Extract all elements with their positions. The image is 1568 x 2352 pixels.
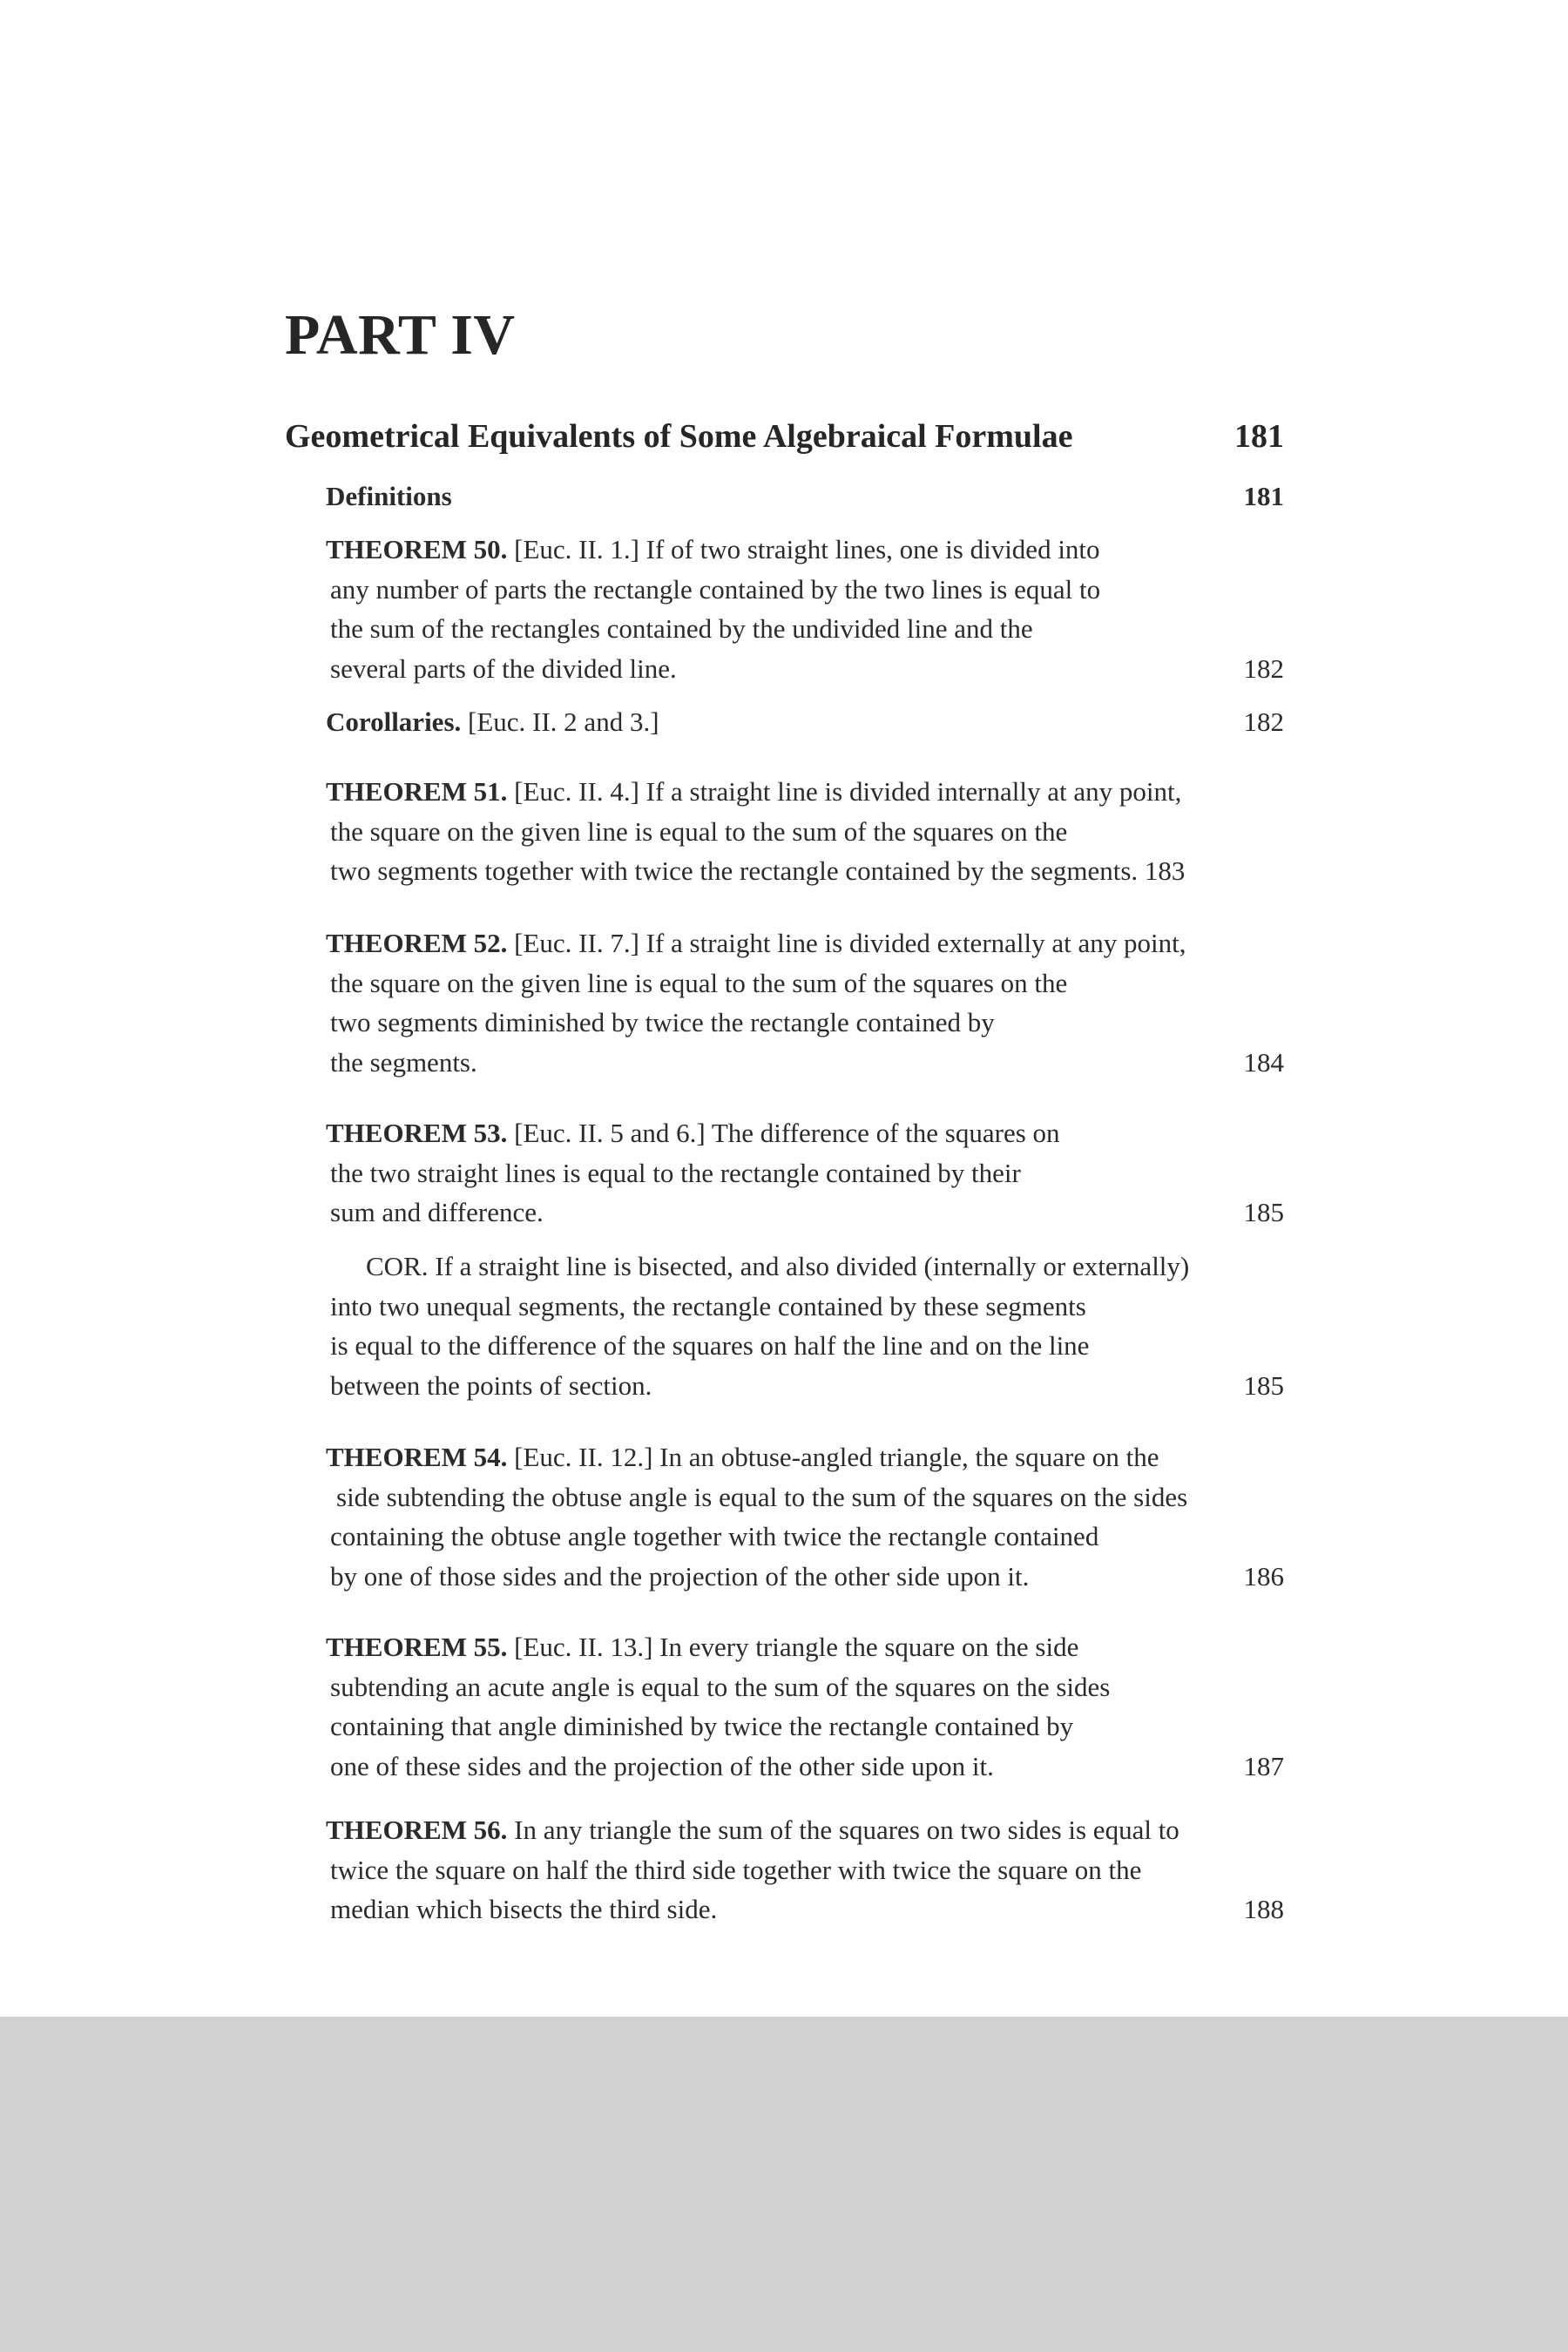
- entry-page-number: 182: [1243, 652, 1284, 684]
- entry-page-number: 181: [1243, 481, 1284, 511]
- entry-heading: Definitions: [326, 481, 452, 511]
- entry-text-line: [Euc. II. 13.] In every triangle the square on the side: [507, 1632, 1079, 1662]
- chapter-heading[interactable]: [285, 416, 1284, 456]
- entry-text-line: sum and difference.: [330, 1197, 544, 1227]
- entry-page-number: 182: [1243, 706, 1284, 737]
- entry-text-line: [Euc. II. 7.] If a straight line is divided externally at any point,: [507, 928, 1186, 958]
- entry-text-line: twice the square on half the third side together with twice the square on the: [330, 1854, 1142, 1885]
- footer-band: [0, 2017, 1568, 2352]
- entry-label: Corollaries.: [326, 706, 462, 737]
- entry-label: THEOREM 52.: [326, 928, 508, 958]
- entry-label: THEOREM 51.: [326, 776, 508, 807]
- entry-text-line: containing the obtuse angle together with twice the rectangle contained: [330, 1521, 1099, 1551]
- entry-text-line: subtending an acute angle is equal to the sum of the squares on the sides: [330, 1671, 1111, 1702]
- toc-entry-theorem-53[interactable]: [326, 1113, 1284, 1233]
- toc-entry-theorem-50[interactable]: [326, 530, 1284, 688]
- entry-text-line: one of these sides and the projection of the other side upon it.: [330, 1750, 994, 1781]
- entry-text-line: [Euc. II. 12.] In an obtuse-angled triangle, the square on the: [507, 1442, 1159, 1472]
- entry-page-number: 186: [1243, 1560, 1284, 1592]
- entry-text-line: [Euc. II. 1.] If of two straight lines, one is divided into: [507, 534, 1100, 564]
- chapter-page-number: 181: [1234, 418, 1284, 455]
- entry-text-line: by one of those sides and the projection of the other side upon it.: [330, 1560, 1030, 1592]
- entry-page-number: 188: [1243, 1894, 1284, 1924]
- entry-text-line: median which bisects the third side.: [330, 1894, 718, 1924]
- entry-page-number: 187: [1243, 1750, 1284, 1781]
- entry-text-line: the square on the given line is equal to the sum of the squares on the: [330, 815, 1068, 847]
- toc-entry-theorem-51[interactable]: [326, 772, 1284, 891]
- entry-text-line: [Euc. II. 2 and 3.]: [461, 706, 659, 737]
- toc-entry-corollaries[interactable]: [326, 702, 1284, 742]
- entry-label: THEOREM 53.: [326, 1118, 508, 1148]
- toc-entry-definitions[interactable]: [326, 476, 1284, 517]
- entry-label: THEOREM 56.: [326, 1815, 508, 1845]
- entry-text-line: two segments together with twice the rectangle contained by the segments. 183: [330, 855, 1186, 886]
- chapter-title: Geometrical Equivalents of Some Algebraical Formulae: [285, 418, 1073, 455]
- entry-label: THEOREM 54.: [326, 1442, 508, 1472]
- entry-page-number: 184: [1243, 1046, 1284, 1078]
- entry-text-line: containing that angle diminished by twice the rectangle contained by: [330, 1711, 1074, 1741]
- toc-entry-theorem-52[interactable]: [326, 923, 1284, 1082]
- toc-entry-theorem-55[interactable]: [326, 1627, 1284, 1786]
- entry-text-line: is equal to the difference of the squares on half the line and on the line: [330, 1330, 1090, 1361]
- entry-text-line: COR. If a straight line is bisected, and also divided (internally or externally): [366, 1251, 1190, 1281]
- entry-text-line: the square on the given line is equal to the sum of the squares on the: [330, 967, 1068, 998]
- entry-text-line: In any triangle the sum of the squares on two sides is equal to: [507, 1815, 1179, 1845]
- entry-page-number: 185: [1243, 1197, 1284, 1227]
- toc-entry-theorem-54[interactable]: [326, 1437, 1284, 1596]
- toc-entry-theorem-56[interactable]: [326, 1810, 1284, 1930]
- entry-label: THEOREM 50.: [326, 534, 508, 564]
- entry-label: THEOREM 55.: [326, 1632, 508, 1662]
- part-title: PART IV: [285, 303, 516, 367]
- entry-text-line: [Euc. II. 4.] If a straight line is divided internally at any point,: [507, 776, 1182, 807]
- entry-text-line: two segments diminished by twice the rectangle contained by: [330, 1007, 995, 1037]
- entry-text-line: any number of parts the rectangle contained by the two lines is equal to: [330, 573, 1101, 605]
- entry-text-line: several parts of the divided line.: [330, 652, 677, 684]
- entry-text-line: the two straight lines is equal to the rectangle contained by their: [330, 1157, 1021, 1188]
- entry-text-line: between the points of section.: [330, 1369, 652, 1401]
- entry-text-line: [Euc. II. 5 and 6.] The difference of the squares on: [507, 1118, 1060, 1148]
- entry-page-number: 185: [1243, 1369, 1284, 1401]
- entry-text-line: the segments.: [330, 1046, 477, 1078]
- entry-text-line: side subtending the obtuse angle is equal to the sum of the squares on the sides: [336, 1481, 1188, 1512]
- entry-text-line: into two unequal segments, the rectangle contained by these segments: [330, 1290, 1086, 1321]
- entry-text-line: the sum of the rectangles contained by the undivided line and the: [330, 613, 1033, 644]
- toc-entry-corollary[interactable]: [326, 1247, 1284, 1405]
